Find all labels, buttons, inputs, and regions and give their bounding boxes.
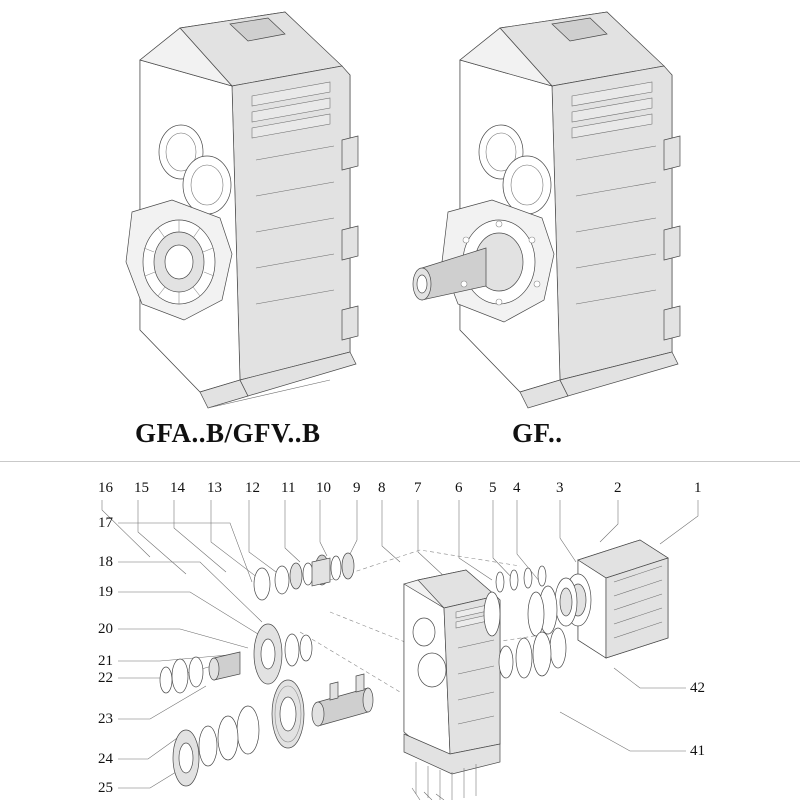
callout-23: 23 [98,711,113,727]
callout-18: 18 [98,554,113,570]
callout-8: 8 [378,480,386,496]
callout-5: 5 [489,480,497,496]
callout-24: 24 [98,751,113,767]
exploded-diagram-graphic [0,462,800,800]
callout-12: 12 [245,480,260,496]
callout-9: 9 [353,480,361,496]
exploded-view-area [0,462,800,800]
callout-19: 19 [98,584,113,600]
callout-16: 16 [98,480,113,496]
callout-17: 17 [98,515,113,531]
callout-20: 20 [98,621,113,637]
callout-41: 41 [690,743,705,759]
gearbox-right-illustration [400,0,720,410]
callout-14: 14 [170,480,185,496]
caption-left-model: GFA..B/GFV..B [135,418,321,448]
callout-7: 7 [414,480,422,496]
callout-25: 25 [98,780,113,796]
callout-22: 22 [98,670,113,686]
callout-3: 3 [556,480,564,496]
callout-21: 21 [98,653,113,669]
gearbox-left-illustration [80,0,380,410]
callout-42: 42 [690,680,705,696]
callout-1: 1 [694,480,702,496]
callout-2: 2 [614,480,622,496]
callout-13: 13 [207,480,222,496]
callout-15: 15 [134,480,149,496]
callout-4: 4 [513,480,521,496]
callout-10: 10 [316,480,331,496]
caption-right-model: GF.. [512,418,563,448]
callout-11: 11 [281,480,296,496]
callout-6: 6 [455,480,463,496]
